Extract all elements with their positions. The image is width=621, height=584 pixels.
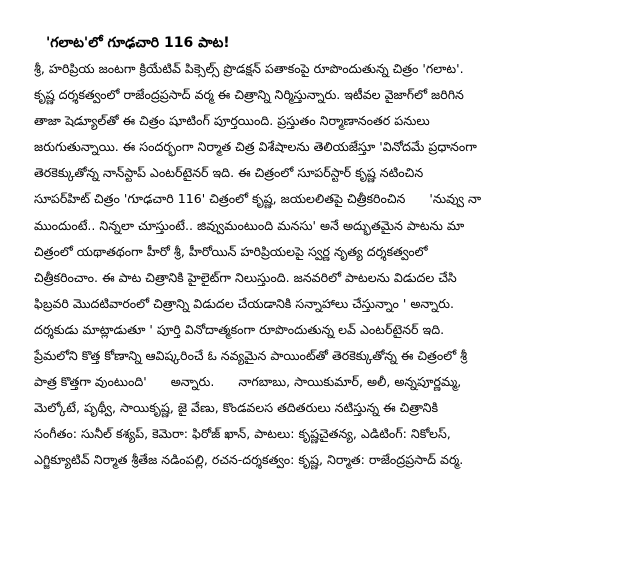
body-line: ఎగ్జిక్యూటివ్ నిర్మాత శ్రీతేజ నడింపల్లి, రచన-దర్శకత్వం: కృష్ణ, నిర్మాత: రాజేంద్రప్రసాద్ వర్మ. xyxy=(34,452,464,468)
body-line: చిత్రీకరించాం. ఈ పాట చిత్రానికి హైలైట్‌గా నిలుస్తుంది. జనవరిలో పాటలను విడుదల చేసి xyxy=(34,269,457,285)
body-line: తెరకెక్కుతోన్న నాన్‌స్టాప్ ఎంటర్‌టైనర్ ఇది. ఈ చిత్రంలో సూపర్‌స్టార్ కృష్ణ నటించిన xyxy=(34,165,424,181)
body-line: కృష్ణ దర్శకత్వంలో రాజేంద్రప్రసాద్ వర్మ ఈ చిత్రాన్ని నిర్మిస్తున్నారు. ఇటీవల వైజాగ్‌లో జరిగిన xyxy=(34,87,464,103)
body-line: మెల్కోటే, పృథ్వీ, సాయికృష్ణ, జై వేణు, కొండవలస తదితరులు నటిస్తున్న ఈ చిత్రానికి xyxy=(34,400,439,416)
body-line: చిత్రంలో యథాతథంగా హీరో శ్రీ, హీరోయిన్ హరిప్రియలపై స్వర్ణ నృత్య దర్శకత్వంలో xyxy=(34,243,428,259)
body-line: దర్శకుడు మాట్లాడుతూ ' పూర్తి వినోదాత్మకంగా రూపొందుతున్న లవ్ ఎంటర్‌టైనర్ ఇది. xyxy=(34,321,445,337)
article-body xyxy=(34,56,609,474)
body-line: తాజా షెడ్యూల్‌తో ఈ చిత్రం షూటింగ్ పూర్తయింది. ప్రస్తుతం నిర్మాణానంతర పనులు xyxy=(34,113,430,129)
body-line: శ్రీ, హరిప్రియ జంటగా క్రియేటివ్ పిక్సెల్స్ ప్రొడక్షన్ పతాకంపై రూపొందుతున్న చిత్రం 'గలాట'. xyxy=(34,61,464,76)
body-line: పాత్ర కొత్తగా వుంటుంది' అన్నారు. నాగబాబు, సాయికుమార్, అలీ, అన్నపూర్ణమ్మ, xyxy=(34,374,462,390)
body-line: ప్రేమలోని కొత్త కోణాన్ని ఆవిష్కరించే ఓ నవ్యమైన పాయింట్‌తో తెరకెక్కుతోన్న ఈ చిత్రంలో శ్రీ xyxy=(34,348,468,364)
body-line: జరుగుతున్నాయి. ఈ సందర్భంగా నిర్మాత చిత్ర విశేషాలను తెలియజేస్తూ 'వినోదమే ప్రధానంగా xyxy=(34,139,477,155)
body-line: ముందుంటే.. నిన్నలా చూస్తుంటే.. జివ్వుమంటుంది మనసు' అనే అద్భుతమైన పాటను మా xyxy=(34,217,465,233)
body-line: ఫిబ్రవరి మొదటివారంలో చిత్రాన్ని విడుదల చేయడానికి సన్నాహాలు చేస్తున్నాం ' అన్నారు. xyxy=(34,295,454,311)
article xyxy=(34,30,609,474)
body-line: సూపర్‌హిట్ చిత్రం 'గూఢచారి 116' చిత్రంలో కృష్ణ, జయలలితపై చిత్రీకరించిన 'నువ్వు నా xyxy=(34,191,482,207)
body-line: సంగీతం: సునీల్ కశ్యప్, కెమెరా: ఫిరోజ్ ఖాన్, పాటలు: కృష్ణచైతన్య, ఎడిటింగ్: నికోలస్, xyxy=(34,426,451,442)
article-headline: 'గలాట'లో గూఢచారి 116 పాట! xyxy=(46,35,230,51)
